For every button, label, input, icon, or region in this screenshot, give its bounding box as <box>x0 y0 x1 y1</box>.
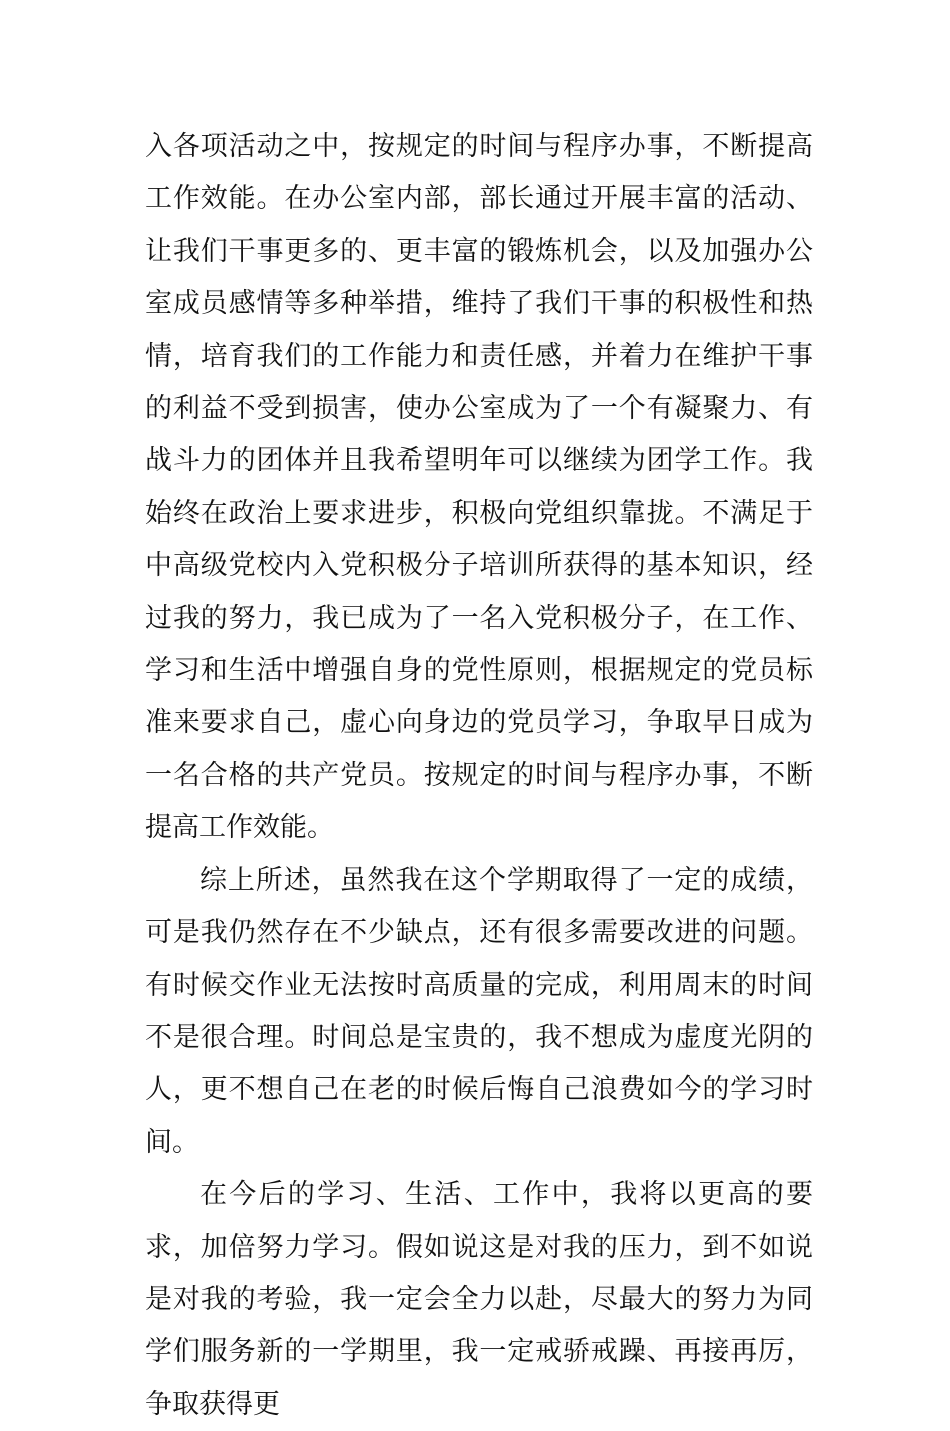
paragraph-1: 入各项活动之中，按规定的时间与程序办事，不断提高工作效能。在办公室内部，部长通过开展丰富的活动、让我们干事更多的、更丰富的锻炼机会，以及加强办公室成员感情等多种举措，维持了我们干事的积极性和热情，培育我们的工作能力和责任感，并着力在维护干事的利益不受到损害，使办公室成为了一个有凝聚力、有战斗力的团体并且我希望明年可以继续为团学工作。我始终在政治上要求进步，积极向党组织靠拢。不满足于中高级党校内入党积极分子培训所获得的基本知识，经过我的努力，我已成为了一名入党积极分子，在工作、学习和生活中增强自身的党性原则，根据规定的党员标准来要求自己，虚心向身边的党员学习，争取早日成为一名合格的共产党员。按规定的时间与程序办事，不断提高工作效能。 <box>145 131 813 844</box>
paragraph-2: 综上所述，虽然我在这个学期取得了一定的成绩，可是我仍然存在不少缺点，还有很多需要改进的问题。有时候交作业无法按时高质量的完成，利用周末的时间不是很合理。时间总是宝贵的，我不想成为虚度光阴的人，更不想自己在老的时候后悔自己浪费如今的学习时间。 <box>145 864 813 1158</box>
paragraph-3: 在今后的学习、生活、工作中，我将以更高的要求，加倍努力学习。假如说这是对我的压力，到不如说是对我的考验，我一定会全力以赴，尽最大的努力为同学们服务新的一学期里，我一定戒骄戒躁、再接再厉，争取获得更 <box>145 1179 813 1420</box>
document-body <box>145 121 813 1431</box>
